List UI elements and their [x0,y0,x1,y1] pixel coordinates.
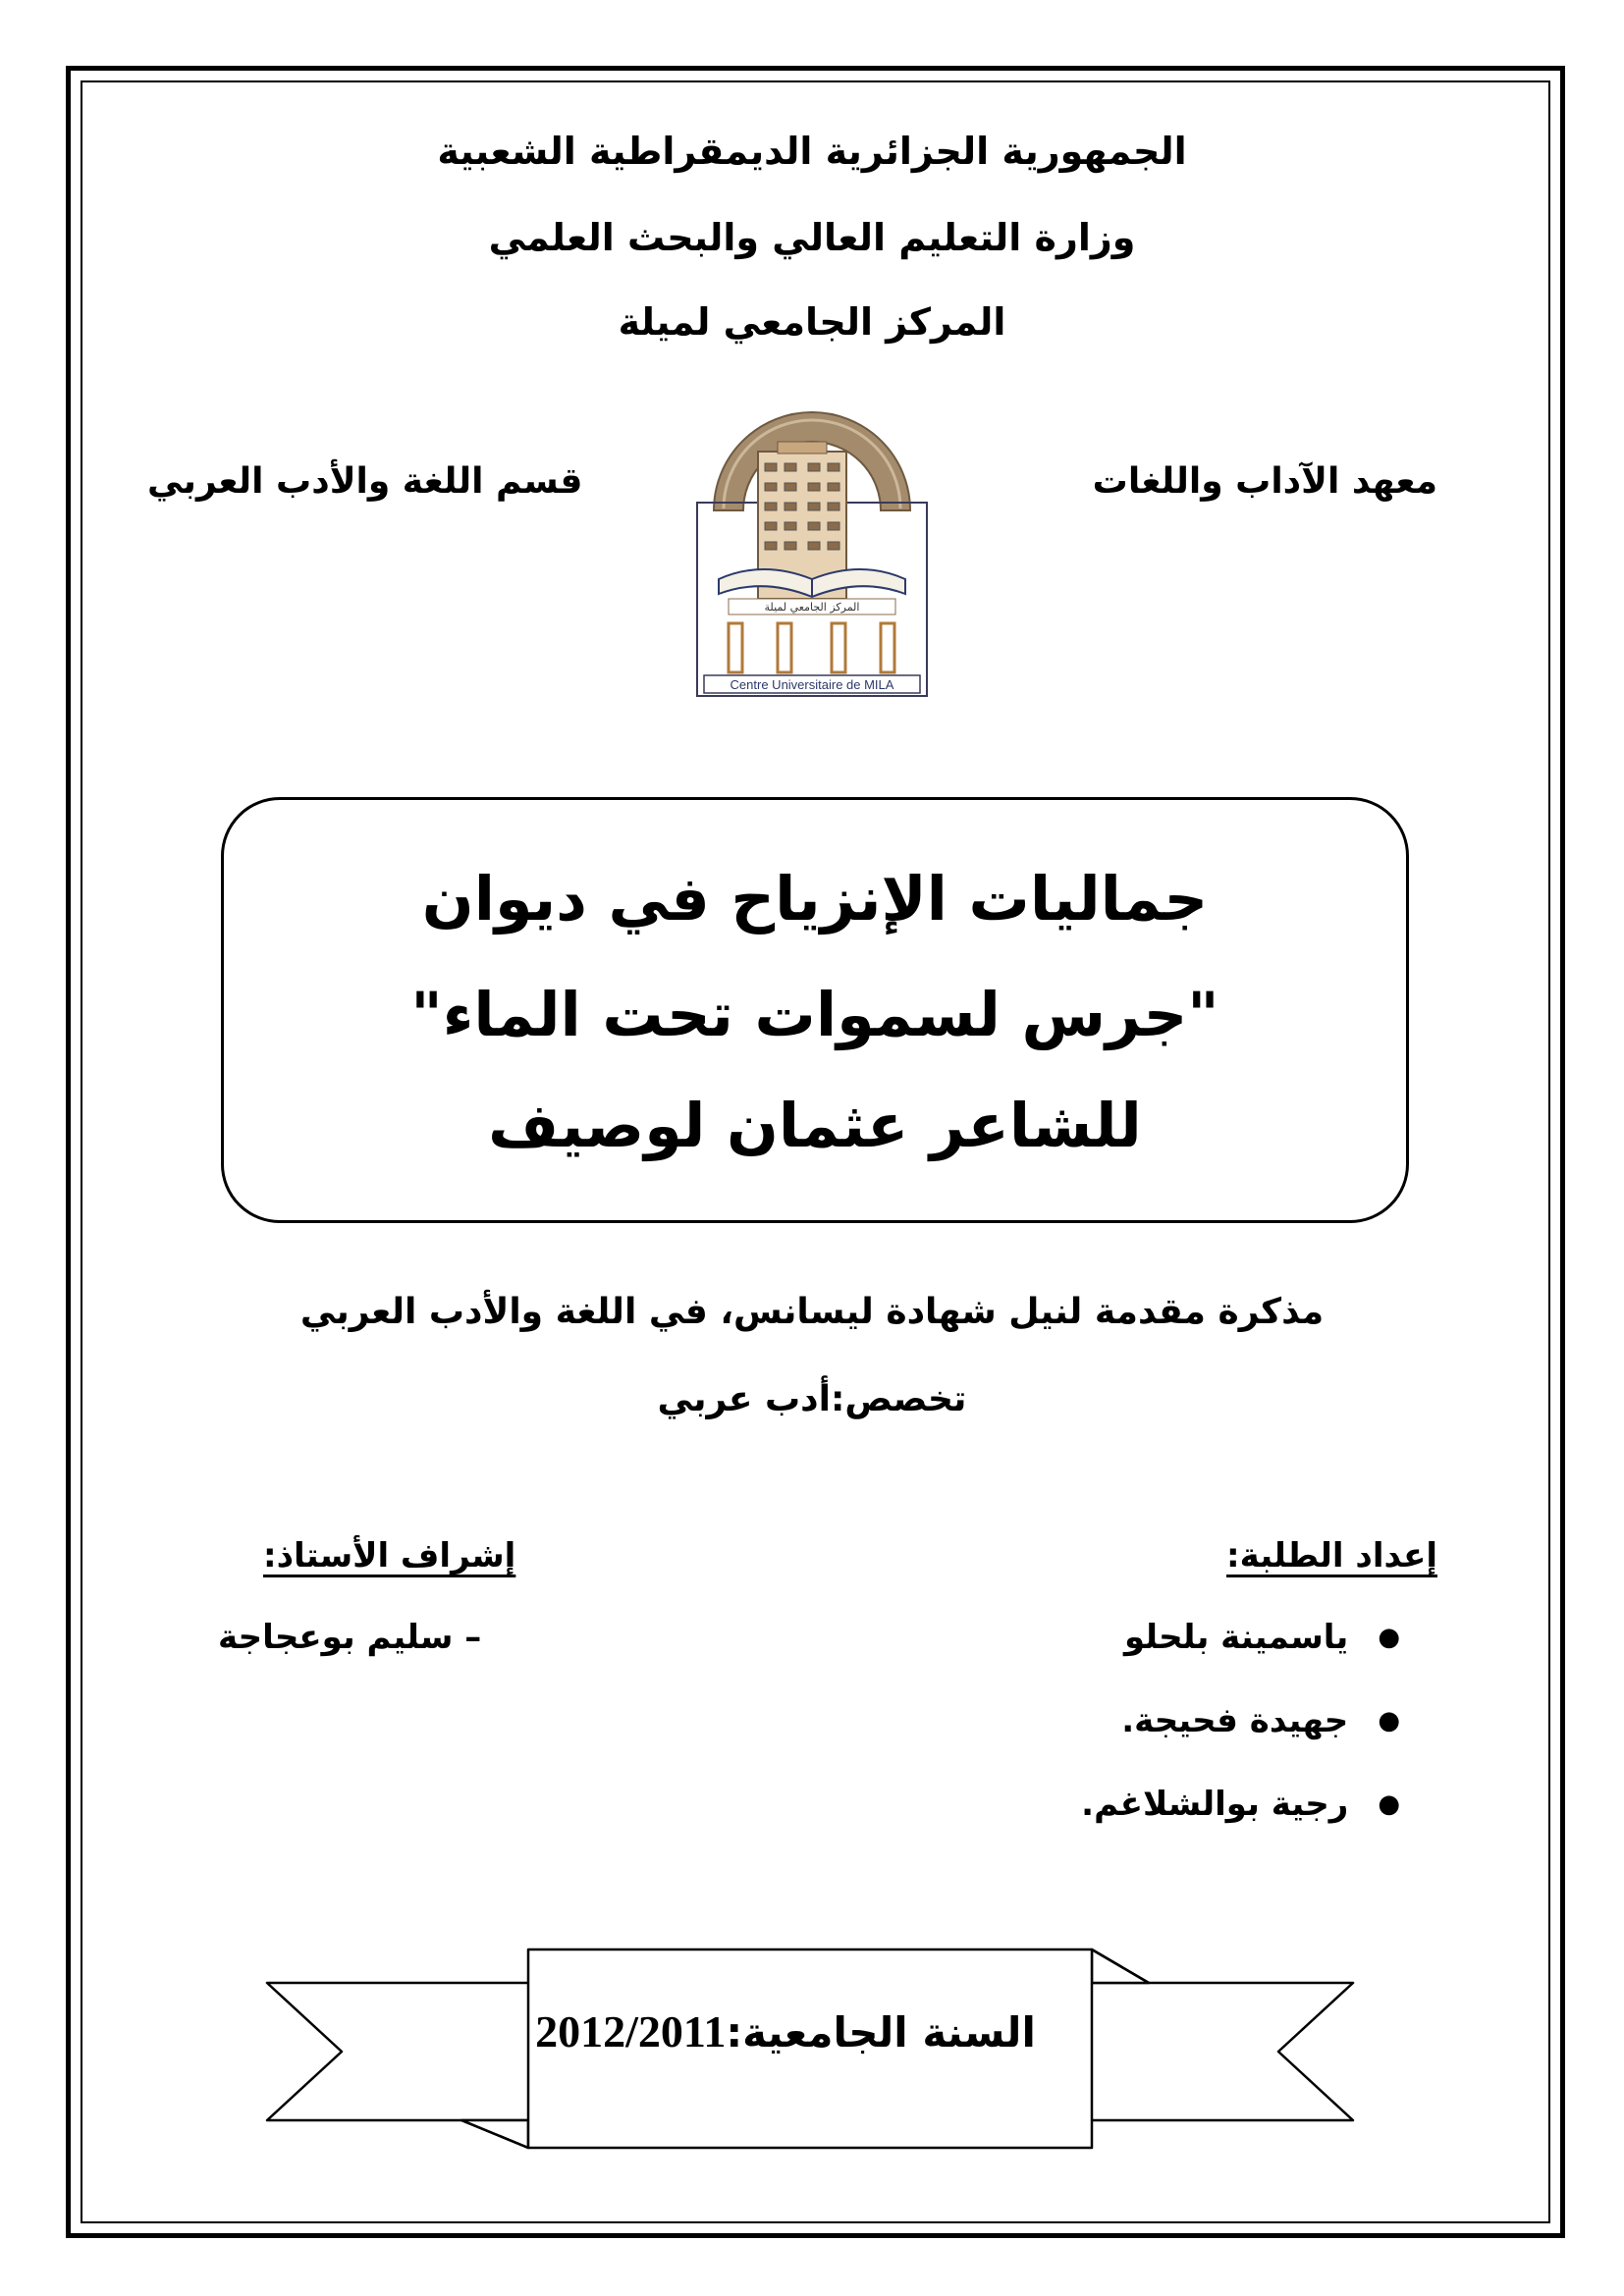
student-name: ياسمينة بلحلو [1123,1618,1349,1657]
academic-year [530,2005,1041,2057]
student-name: رجية بوالشلاغم. [1081,1785,1349,1824]
bullet-icon: ● [1378,1789,1400,1819]
student-item [1121,1701,1400,1740]
thesis-specialty: تخصص:أدب عربي [657,1379,967,1419]
academic-year-label: السنة الجامعية: [726,2008,1036,2056]
logo-latin-caption: Centre Universitaire de MILA [730,677,894,692]
student-name: جهيدة فحيجة. [1121,1701,1349,1740]
student-item [1124,1618,1400,1657]
bullet-icon: ● [1378,1706,1400,1735]
thesis-title-line-3: للشاعر عثمان لوصيف [488,1090,1142,1161]
student-item [1081,1785,1400,1824]
logo-arabic-caption: المركز الجامعي لميلة [764,601,860,614]
university-logo [694,393,930,699]
ministry-name: وزارة التعليم العالي والبحث العلمي [488,216,1136,259]
bullet-icon: ● [1378,1623,1400,1652]
department-name: قسم اللغة والأدب العربي [147,461,583,502]
supervisor-name: سليم بوعجاجة [218,1618,454,1657]
thesis-title-line-1: جماليات الإنزياح في ديوان [421,863,1209,934]
university-center-name: المركز الجامعي لميلة [618,300,1006,344]
supervisor-item [218,1618,481,1657]
thesis-description: مذكرة مقدمة لنيل شهادة ليسانس، في اللغة والأدب العربي [299,1292,1325,1332]
supervisor-dash: – [464,1618,482,1657]
thesis-title-box [221,797,1409,1223]
prepared-by-label: إعداد الطلبة: [1226,1536,1437,1575]
thesis-title-line-2: "جرس لسموات تحت الماء" [410,979,1219,1050]
supervision-label: إشراف الأستاذ: [263,1536,516,1575]
republic-name: الجمهورية الجزائرية الديمقراطية الشعبية [437,130,1187,173]
institute-name: معهد الآداب واللغات [1092,461,1437,502]
academic-year-value: 2012/2011 [535,2006,727,2056]
